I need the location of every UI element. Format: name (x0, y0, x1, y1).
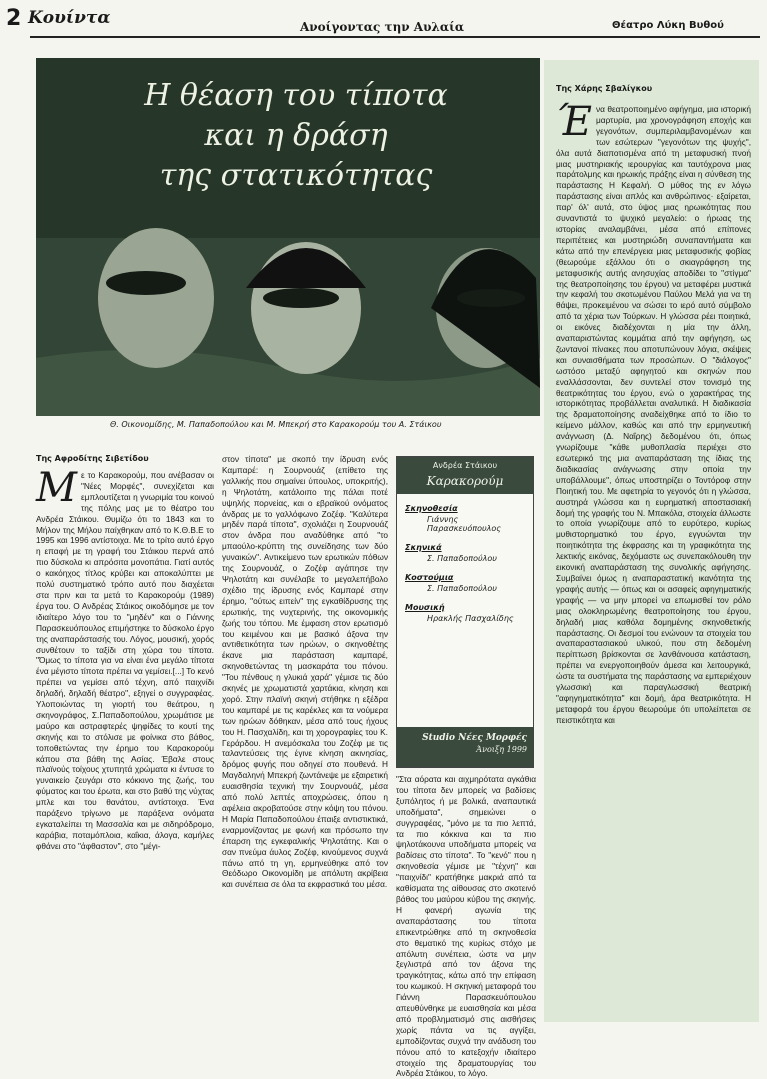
season-label: Άνοιξη 1999 (476, 745, 527, 754)
article-dropcap: Μ (36, 465, 77, 511)
credit-person: Γιάννης Παρασκευόπουλος (427, 515, 501, 533)
sidebar-body (556, 99, 751, 1014)
photo-title (136, 76, 456, 196)
photo-title-line: Η θέαση του τίποτα (144, 78, 448, 113)
credit-person: Σ. Παπαδοπούλου (427, 584, 497, 593)
article-column-2 (222, 454, 388, 1022)
page-number: 2 (6, 6, 22, 31)
sidebar-author: Της Χάρης Σβαλίγκου (556, 84, 653, 93)
credit-role: Μουσική (405, 603, 445, 612)
credits-box (396, 456, 534, 768)
credit-role: Κοστούμια (405, 573, 454, 582)
credit-person: Ηρακλής Πασχαλίδης (427, 614, 514, 623)
photo-title-line: και η δράση (204, 118, 388, 153)
credit-role: Σκηνικά (405, 543, 442, 552)
header-rule (30, 36, 760, 38)
sidebar-dropcap: Έ (556, 99, 592, 145)
page-header (0, 0, 767, 40)
photo-title-line: της στατικότητας (159, 158, 433, 193)
theatre-label: Θέατρο Λύκη Βυθού (612, 20, 724, 31)
credits-header (397, 457, 533, 494)
photo-caption: Θ. Οικονομίδης, Μ. Παπαδοπούλου και Μ. Μπεκρή στο Καρακορούμ του Α. Στάικου (110, 420, 442, 429)
article-author: Της Αφροδίτης Σιβετίδου (36, 454, 149, 463)
article-col2-text: στον τίποτα" με σκοπό την ίδρυση ενός Καμπαρέ: η Σουρνουάζ (επίθετο της γαλλικής που σημαίνει ύπουλος, υποκριτής), η Ψηλοτάτη, κατάλοιπο της πάλαι ποτέ υψηλής πορνείας, και ο εβραϊκού ονόματος άνδρας με το γαλλόφωνο Ζοζέφ. "Καλύτερα μηδέν παρά τίποτα", σχολιάζει η Σουρνουάζ στον άνδρα που αναδύθηκε από "το μπαούλο-κρύπτη της συνείδησης των δύο γυναικών". Αντικείμενο των ερωτικών πόθων της Σουρνουάζ, ο Ζοζέφ αγάπησε την Ψηλοτάτη και συνέλαβε το μεγαλεπήβολο σχέδιο της ίδρυσης ενός Καμπαρέ στην έρημο, "ούτως ειπείν" της εγκαθίδρυσης της ερωτικής, της νυχτερινής, της οικονομικής ζωής του τόπου. Με έμφαση στον ερωτισμό του κειμένου και με βασικό άξονα την αντιθετικότητα των ηρώων, ο σκηνοθέτης έκανε μια παράσταση καμπαρέ, σκηνοθετώντας τη μασκαράτα του πόνου. "Του πένθους η γλυκιά χαρά" γέμισε τις δύο σκηνές με χρωματιστά χαρτάκια, κίνηση και χορό. Στην πλαϊνή σκηνή στήθηκε η εξέδρα του καμπαρέ με τις καρέκλες και τα νούμερα των ηρώων δόθηκαν, μέσα από τους ήχους του Η. Πασχαλίδη, και τη χορογραφίες του Κ. Γεράρδου. Η ανεμόσκαλα του Ζοζέφ με τις ταλαντεύσεις της έγινε κίνηση ακινησίας, δρόμος φυγής που οδηγεί στο πουθενά. Η Μαγδαληνή Μπεκρή ζωντάνεψε με εξαιρετική ευαισθησία τεχνική την Σουρνουάζ, μέσα από πολύ λεπτές αποχρώσεις, όπου η αφέλεια ακροβατούσε στην κόψη του πόνου. Η Μαρία Παπαδοπούλου έπαιξε αντιστικτικά, εναρμονίζοντας με φωνή και πρόσωπο την έπαρση της εγκεφαλικής Ψηλοτάτης. Και ο σαν πνεύμα άυλος Ζοζέφ, κινούμενος συχνά πάνω από τη γη, ερμηνεύθηκε από τον Θεόδωρο Οικονομίδη με απόλυτη ακρίβεια και συνέπεια σε όλα τα εκφραστικά του μέσα. (222, 454, 388, 890)
credits-footer (397, 727, 533, 767)
play-title: Καρακορούμ (426, 474, 504, 488)
hero-photo (36, 58, 540, 416)
article-col1-text: ε το Καρακορούμ, που ανέβασαν οι "Νέες Μορφές", συνεχίζεται και εμπλουτίζεται η γνωριμία του κοινού της πόλης μας με το θέατρο του Ανδρέα Στάικου. Θυμίζω ότι το 1843 και το Μήλον της Μήλου παίχθηκαν από το Κ.Θ.Β.Ε το 1995 και 1996 αντίστοιχα. Με το τρίτο αυτό έργο η επαφή με τη γραφή του Στάικου περνά από πιο δύσκολα κι απρόσιτα μονοπάτια. Γιατί αυτός ο κακόηχος τίτλος κρύβει και αποκαλύπτει με πολύ συστηματικό τρόπο αυτό που διαχέεται στα πριν και τα μετά το Καρακορούμ (1989) έργα του. Ο Ανδρέας Στάικος οικοδόμησε με τον ιδιαίτερο λόγο του το "μηδέν" και ο Γιάννης Παρασκευόπουλος επιμήστηκε το δύσκολο έργο της αναπαράστασής του. Λόγος, μουσική, χορός συνθέτουν το ταξίδι στη χώρα του τίποτα. "Όμως το τίποτα για να είναι ένα μεγάλο τίποτα ένα μέγιστο τίποτα πρέπει να γεμίσει.[...] Το κενό πρέπει να γεμίσει από τέχνη, από παιχνίδι δηλαδή, δηλαδή θέατρο", εξηγεί ο συγγραφέας. Υλοποιώντας τη γιορτή του θεάτρου, η σκηνογράφος, Σ.Παπαδοπούλου, χρωμάτισε με μαύρο και αστραφτερές ψηφίδες το κουτί της σκηνής και το στόλισε με φοίνικα στο βάθος, τοποθετώντας την έρημο του Καρακορούμ κάπου στα βάθη της Ασίας. Έβαλε στους πλαϊνούς τοίχους χτυπητά χρώματα κι έντυσε το γυναικείο ζευγάρι στο κόκκινο της ζωής, του φύματος και του έρωτα, και στο βαθύ της νύχτας μπλε και του θανάτου, αντίστοιχα. Ένα παράξενο τρίγωνο με παράξενα ονόματα εγκαταλείπει τη Μασσαλία και με σιδηρόδρομο, καράβια, ποταμόπλοια, καΐκια, άλογα, καμήλες φθάνει στο "άφθαστον", στο "μέγι- (36, 470, 214, 851)
article-column-3 (396, 774, 536, 1079)
sidebar-text: να θεατροποιημένο αφήγημα, μια ιστορική μαρτυρία, μια χρονογράφηση εποχής και γεγονότων, συμπεριλαμβανομένων και των εσώτερων "γεγονότων της ψυχής", όλα αυτά διαποτισμένα από τη μεταφυσική πνοή μιας μυστηριακής ιερουργίας και ταυτόχρονα μιας παράτολμης και ηρωικής πράξης είναι η σύνθεση της παράστασης Η Κεφαλή. Ο μύθος της εν λόγω παράστασης είναι απλός και ανθρώπινος· εξαίρεται, παρ' όλ' αυτά, στο ύψος μιας ηρωικότητας που συναντιστά το ψυχικό μεγαλείο: ο ήρωας της ιστορίας αναλαμβάνει, μέσα από επίπονες περιπέτειες και μυστηριώδη συναπαντήματα και κάτω από την επενέργεια μιας μεταφυσικής φοβίας (θεωρούμε εξάλλου ότι ο σκιαγράφηση της μεταφυσικής αυτής ανησυχίας αποδίδει το "στίγμα" της θεατροποίησης του έργου) να μεταφέρει μυστικά την κεφαλή του σκοτωμένου Παύλου Μελά για να τη θάψει, προκειμένου να σώσει το ιερό αυτό σύμβολο από τα χέρια των Τούρκων. Η γλώσσα ρέει ποιητικά, οι εικόνες διαδέχονται η μία την άλλη, αναπαριστώντας κομμάτια από την αφήγηση, ως ζωντανοί πίνακες που αποτυπώνουν λόγια, σκέψεις και συναισθήματα των προσώπων. Ο "διάλογος" ωστόσο μεταξύ αφηγητού και σκηνών που εναλλάσσονται, δεν συντελεί στον τονισμό της θεατρικότητας του έργου, ενώ ο χαρακτήρας της ιστορικότητας προβάλλεται αναλυτικά. Η διαδικασία της δραματοποίησης αναδείχθηκε από το ίδιο το κείμενο μάλλον, καθώς και από την ερμηνευτική ανάγνωση (Δ. Ναΐρης) δεδομένου ότι, όπως γνωρίζουμε "κάθε μυθοπλασία περιέχει στο εσωτερικό της μια αναπαράσταση της ίδιας της διαδικασίας ανάγνωσης στην οποία την υποβάλλουμε", όπως υποστηρίζει ο Τοντόροφ στην Ποιητική του. Με αφετηρία το γεγονός ότι η γλώσσα, αυστηρά γλώσσα και η ευρηματική αποστασιακή δομή της γραφής του Ν. Μπακόλα, στοιχεία άλλωστε το οποία γνωρίζουμε από το ευρύτερο, κυρίως μυθιστορηματικό του έργο, εγγυώνται την ποιητικότητα της έκφρασης και τη γραφικότητα της λεκτικής εικόνας, δεχόμαστε ως συνεπακόλουθη την εικονική αναπαράσταση της συνολικής αφήγησης. Συμβαίνει όμως η αναπαραστατική ικανότητα της γραφής αυτής — όπως και οι ασαφείς αφηγηματικής γραφής — να μην μπορεί να επωμισθεί τον ρόλο μιας ολοκληρωμένης θεατροποίησης του έργου, δηλαδή μιας καθόλα δομημένης σκηνοθετικής παράστασης. Οι δεσμοί του ενώνουν τα στοιχεία του αναπαραστασιακού υλικού, που στη δεδομένη περίπτωση βρίσκονται σε λανθάνουσα κατάσταση, πρέπει να ενεργοποιηθούν άμεσα και λειτουργικά, ώστε τα συστήματα της παράστασης να εμπεριέχουν γλωσσική και παραγλωσσική θεατρική "αφηγηματικότητα" και δομή, άρα θεατρικότητα. Η μεταφορά του έργου θεωρούμε ότι υπολείπεται σε πειστικότητα και (556, 104, 751, 725)
article-column-1 (36, 465, 214, 1022)
article-col3-text: "Στα αόρατα και αιχμηρότατα αγκάθια του τίποτα δεν μπορείς να βαδίσεις ξυπόλητος ή με βολικά, αναπαυτικά υποδήματα", σημειώνει ο συγγραφέας, "μόνο με τα πιο λεπτά, τα πιο κόκκινα και τα πιο ψηλοτάκουνα υποδήματα μπορείς να βαδίσεις στο τίποτα". Το "κενό" που η σκηνοθεσία γέμισε με "τέχνη" και "παιχνίδι" κρατήθηκε μακριά από τα καθίσματα της αίθουσας στο σκοτεινό βάθος του μαύρου κύβου της σκηνής. Η φανερή αγωνία της αναπαράστασης του τίποτα επικεντρώθηκε από τη σκηνοθεσία στο θεματικό της κυρίως στόχο με απόλυτη συνέπεια, ώστε να μην ξεγλιστρά από τον άξονα της τραγικότητας, κάτω από την επίφαση του κωμικού. Η σκηνική μεταφορά του Γιάννη Παρασκευόπουλου απευθύνθηκε με ευαισθησία και μέσα από προβληματισμό στις αισθήσεις χωρίς πάντα να τις αγγίξει, εμποδίζοντας συχνά την ανάδυση του πόνου από το κατεξοχήν ιδιαίτερο στοιχείο της δραματουργίας του Ανδρέα Στάικου, το λόγο. (396, 774, 536, 1079)
playwright-name: Ανδρέα Στάικου (432, 461, 498, 470)
credit-role: Σκηνοθεσία (405, 504, 458, 513)
section-title: Ανοίγοντας την Αυλαία (300, 20, 465, 34)
studio-name: Studio Νέες Μορφές (422, 733, 527, 743)
credit-person: Σ. Παπαδοπούλου (427, 554, 497, 563)
magazine-logo: Κουίντα (28, 8, 111, 28)
